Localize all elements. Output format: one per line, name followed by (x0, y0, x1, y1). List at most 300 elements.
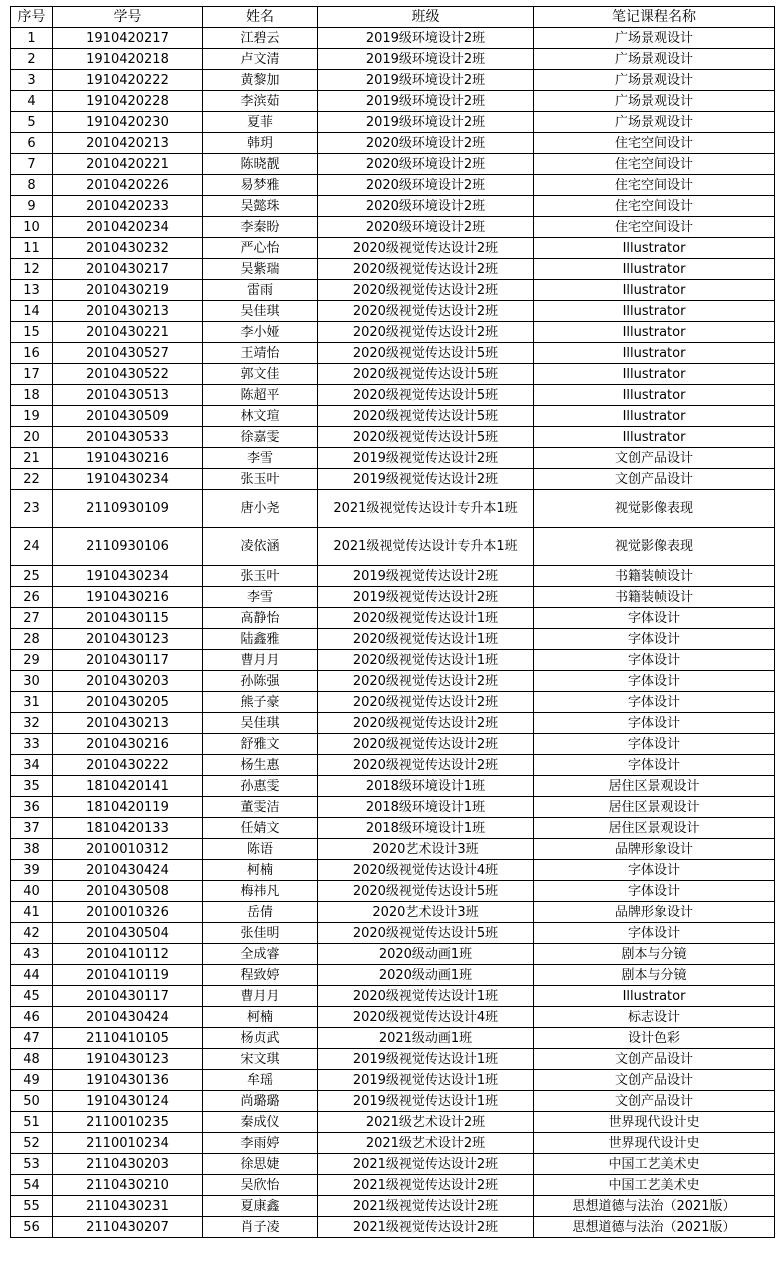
cell-class: 2020级视觉传达设计2班 (318, 238, 534, 259)
table-row (11, 734, 775, 755)
cell-course: 文创产品设计 (534, 448, 775, 469)
cell-student-id: 2110430207 (53, 1217, 203, 1238)
cell-student-id: 2110010235 (53, 1112, 203, 1133)
table-row (11, 259, 775, 280)
cell-course: 书籍装帧设计 (534, 566, 775, 587)
cell-class: 2020级视觉传达设计5班 (318, 881, 534, 902)
cell-class: 2020艺术设计3班 (318, 839, 534, 860)
cell-name: 柯楠 (203, 860, 318, 881)
table-row (11, 1217, 775, 1238)
cell-index: 21 (11, 448, 53, 469)
cell-course: 住宅空间设计 (534, 154, 775, 175)
cell-index: 25 (11, 566, 53, 587)
header-student-id: 学号 (53, 7, 203, 28)
cell-name: 肖子凌 (203, 1217, 318, 1238)
cell-course: Illustrator (534, 238, 775, 259)
header-index: 序号 (11, 7, 53, 28)
cell-student-id: 2010430117 (53, 650, 203, 671)
cell-student-id: 2010410112 (53, 944, 203, 965)
cell-index: 9 (11, 196, 53, 217)
table-row (11, 406, 775, 427)
cell-class: 2020级环境设计2班 (318, 175, 534, 196)
cell-index: 55 (11, 1196, 53, 1217)
table-row (11, 238, 775, 259)
cell-course: 居住区景观设计 (534, 797, 775, 818)
cell-student-id: 1910420230 (53, 112, 203, 133)
cell-name: 韩玥 (203, 133, 318, 154)
table-row (11, 608, 775, 629)
cell-course: 广场景观设计 (534, 91, 775, 112)
cell-name: 李小娅 (203, 322, 318, 343)
header-class: 班级 (318, 7, 534, 28)
cell-course: 世界现代设计史 (534, 1133, 775, 1154)
cell-course: Illustrator (534, 301, 775, 322)
cell-course: 字体设计 (534, 755, 775, 776)
cell-student-id: 2110430231 (53, 1196, 203, 1217)
table-row (11, 1070, 775, 1091)
cell-course: Illustrator (534, 259, 775, 280)
cell-class: 2020级视觉传达设计1班 (318, 608, 534, 629)
cell-index: 31 (11, 692, 53, 713)
cell-class: 2020级动画1班 (318, 965, 534, 986)
cell-student-id: 2010430522 (53, 364, 203, 385)
cell-index: 29 (11, 650, 53, 671)
cell-name: 吴欣怡 (203, 1175, 318, 1196)
cell-class: 2020级视觉传达设计5班 (318, 427, 534, 448)
cell-name: 张佳明 (203, 923, 318, 944)
cell-index: 56 (11, 1217, 53, 1238)
cell-class: 2020级视觉传达设计1班 (318, 986, 534, 1007)
table-row (11, 839, 775, 860)
cell-name: 李雨婷 (203, 1133, 318, 1154)
table-row (11, 133, 775, 154)
cell-name: 董雯洁 (203, 797, 318, 818)
table-row (11, 1175, 775, 1196)
cell-course: 字体设计 (534, 881, 775, 902)
cell-student-id: 1910420217 (53, 28, 203, 49)
table-row (11, 566, 775, 587)
cell-index: 41 (11, 902, 53, 923)
cell-name: 吴懿珠 (203, 196, 318, 217)
cell-course: 住宅空间设计 (534, 175, 775, 196)
cell-index: 32 (11, 713, 53, 734)
cell-class: 2021级艺术设计2班 (318, 1112, 534, 1133)
cell-class: 2021级视觉传达设计2班 (318, 1154, 534, 1175)
header-course: 笔记课程名称 (534, 7, 775, 28)
cell-name: 杨贞武 (203, 1028, 318, 1049)
cell-index: 49 (11, 1070, 53, 1091)
cell-class: 2019级视觉传达设计1班 (318, 1070, 534, 1091)
table-row (11, 448, 775, 469)
cell-class: 2019级视觉传达设计1班 (318, 1091, 534, 1112)
cell-name: 牟瑶 (203, 1070, 318, 1091)
table-row (11, 217, 775, 238)
cell-student-id: 2010430221 (53, 322, 203, 343)
cell-class: 2021级视觉传达设计专升本1班 (318, 490, 534, 528)
cell-class: 2020级视觉传达设计1班 (318, 650, 534, 671)
cell-class: 2020级环境设计2班 (318, 196, 534, 217)
cell-student-id: 1910430216 (53, 448, 203, 469)
table-row (11, 692, 775, 713)
cell-name: 易梦雅 (203, 175, 318, 196)
cell-course: 思想道德与法治（2021版） (534, 1196, 775, 1217)
cell-class: 2019级环境设计2班 (318, 70, 534, 91)
cell-name: 全成睿 (203, 944, 318, 965)
cell-class: 2019级视觉传达设计2班 (318, 448, 534, 469)
cell-course: 居住区景观设计 (534, 776, 775, 797)
student-notes-table (10, 6, 775, 1238)
table-row (11, 1049, 775, 1070)
cell-course: 视觉影像表现 (534, 490, 775, 528)
cell-student-id: 1810420133 (53, 818, 203, 839)
table-row (11, 587, 775, 608)
cell-course: 字体设计 (534, 713, 775, 734)
cell-name: 夏菲 (203, 112, 318, 133)
cell-name: 柯楠 (203, 1007, 318, 1028)
cell-student-id: 2110930109 (53, 490, 203, 528)
cell-name: 郭文佳 (203, 364, 318, 385)
cell-class: 2020艺术设计3班 (318, 902, 534, 923)
cell-index: 24 (11, 528, 53, 566)
table-row (11, 385, 775, 406)
cell-student-id: 1910430216 (53, 587, 203, 608)
cell-course: Illustrator (534, 385, 775, 406)
cell-course: 住宅空间设计 (534, 133, 775, 154)
cell-course: 住宅空间设计 (534, 217, 775, 238)
table-row (11, 986, 775, 1007)
cell-class: 2018级环境设计1班 (318, 818, 534, 839)
cell-index: 10 (11, 217, 53, 238)
cell-student-id: 2010430222 (53, 755, 203, 776)
cell-name: 李秦盼 (203, 217, 318, 238)
cell-class: 2020级视觉传达设计5班 (318, 923, 534, 944)
cell-index: 45 (11, 986, 53, 1007)
table-row (11, 196, 775, 217)
cell-student-id: 2010430513 (53, 385, 203, 406)
cell-student-id: 1910420228 (53, 91, 203, 112)
cell-student-id: 2010430115 (53, 608, 203, 629)
cell-course: Illustrator (534, 343, 775, 364)
cell-index: 36 (11, 797, 53, 818)
table-row (11, 175, 775, 196)
cell-class: 2018级环境设计1班 (318, 797, 534, 818)
cell-index: 46 (11, 1007, 53, 1028)
cell-index: 53 (11, 1154, 53, 1175)
cell-course: 文创产品设计 (534, 1049, 775, 1070)
cell-course: 设计色彩 (534, 1028, 775, 1049)
cell-student-id: 2010430205 (53, 692, 203, 713)
table-row (11, 1112, 775, 1133)
cell-name: 凌依涵 (203, 528, 318, 566)
cell-index: 1 (11, 28, 53, 49)
table-row (11, 713, 775, 734)
table-row (11, 944, 775, 965)
table-row (11, 965, 775, 986)
cell-name: 陈语 (203, 839, 318, 860)
table-row (11, 490, 775, 528)
table-row (11, 1091, 775, 1112)
cell-name: 李滨茹 (203, 91, 318, 112)
cell-student-id: 2010430424 (53, 1007, 203, 1028)
cell-name: 夏康鑫 (203, 1196, 318, 1217)
cell-name: 陈超平 (203, 385, 318, 406)
table-row (11, 629, 775, 650)
table-row (11, 1028, 775, 1049)
header-row (11, 7, 775, 28)
table-row (11, 902, 775, 923)
cell-course: 文创产品设计 (534, 469, 775, 490)
cell-name: 王靖怡 (203, 343, 318, 364)
cell-course: 中国工艺美术史 (534, 1175, 775, 1196)
cell-name: 吴佳琪 (203, 713, 318, 734)
cell-student-id: 1910430124 (53, 1091, 203, 1112)
cell-student-id: 1910430123 (53, 1049, 203, 1070)
cell-course: 字体设计 (534, 608, 775, 629)
cell-student-id: 2010430213 (53, 713, 203, 734)
cell-index: 5 (11, 112, 53, 133)
cell-class: 2020级视觉传达设计4班 (318, 1007, 534, 1028)
cell-student-id: 2110430210 (53, 1175, 203, 1196)
table-row (11, 343, 775, 364)
cell-class: 2020级视觉传达设计5班 (318, 364, 534, 385)
cell-class: 2021级动画1班 (318, 1028, 534, 1049)
cell-student-id: 1910430234 (53, 566, 203, 587)
cell-index: 37 (11, 818, 53, 839)
cell-index: 48 (11, 1049, 53, 1070)
cell-name: 雷雨 (203, 280, 318, 301)
cell-name: 黄黎加 (203, 70, 318, 91)
table-row (11, 70, 775, 91)
cell-index: 13 (11, 280, 53, 301)
table-row (11, 1133, 775, 1154)
cell-class: 2019级环境设计2班 (318, 112, 534, 133)
cell-class: 2019级视觉传达设计2班 (318, 587, 534, 608)
table-row (11, 671, 775, 692)
cell-course: 住宅空间设计 (534, 196, 775, 217)
cell-course: 广场景观设计 (534, 70, 775, 91)
cell-student-id: 2010010326 (53, 902, 203, 923)
cell-name: 尚璐璐 (203, 1091, 318, 1112)
cell-class: 2020级视觉传达设计4班 (318, 860, 534, 881)
cell-student-id: 2110430203 (53, 1154, 203, 1175)
table-row (11, 1007, 775, 1028)
cell-name: 徐嘉雯 (203, 427, 318, 448)
cell-index: 12 (11, 259, 53, 280)
cell-class: 2020级视觉传达设计2班 (318, 713, 534, 734)
cell-course: 字体设计 (534, 923, 775, 944)
cell-student-id: 2110410105 (53, 1028, 203, 1049)
cell-course: 字体设计 (534, 734, 775, 755)
cell-name: 舒雅文 (203, 734, 318, 755)
cell-student-id: 2010430232 (53, 238, 203, 259)
cell-index: 47 (11, 1028, 53, 1049)
cell-name: 孙陈强 (203, 671, 318, 692)
table-row (11, 797, 775, 818)
cell-student-id: 2010410119 (53, 965, 203, 986)
table-row (11, 112, 775, 133)
cell-name: 杨生惠 (203, 755, 318, 776)
cell-index: 50 (11, 1091, 53, 1112)
table-row (11, 755, 775, 776)
cell-name: 张玉叶 (203, 566, 318, 587)
cell-course: 文创产品设计 (534, 1070, 775, 1091)
cell-student-id: 1910420218 (53, 49, 203, 70)
cell-class: 2021级视觉传达设计专升本1班 (318, 528, 534, 566)
cell-class: 2020级视觉传达设计2班 (318, 692, 534, 713)
cell-course: Illustrator (534, 986, 775, 1007)
cell-class: 2020级视觉传达设计5班 (318, 406, 534, 427)
cell-course: 广场景观设计 (534, 28, 775, 49)
cell-index: 54 (11, 1175, 53, 1196)
cell-student-id: 2010420233 (53, 196, 203, 217)
cell-class: 2019级视觉传达设计2班 (318, 469, 534, 490)
cell-student-id: 2010430213 (53, 301, 203, 322)
cell-course: 广场景观设计 (534, 112, 775, 133)
cell-course: 中国工艺美术史 (534, 1154, 775, 1175)
cell-class: 2018级环境设计1班 (318, 776, 534, 797)
cell-name: 秦成仪 (203, 1112, 318, 1133)
cell-index: 34 (11, 755, 53, 776)
cell-student-id: 2010430219 (53, 280, 203, 301)
cell-student-id: 2010430203 (53, 671, 203, 692)
cell-name: 熊子豪 (203, 692, 318, 713)
cell-course: 标志设计 (534, 1007, 775, 1028)
cell-student-id: 2110010234 (53, 1133, 203, 1154)
cell-name: 李雪 (203, 448, 318, 469)
cell-course: 品牌形象设计 (534, 839, 775, 860)
cell-class: 2020级视觉传达设计2班 (318, 755, 534, 776)
cell-course: Illustrator (534, 322, 775, 343)
table-row (11, 322, 775, 343)
cell-index: 6 (11, 133, 53, 154)
cell-student-id: 2010430508 (53, 881, 203, 902)
header-name: 姓名 (203, 7, 318, 28)
cell-class: 2021级艺术设计2班 (318, 1133, 534, 1154)
cell-class: 2020级视觉传达设计2班 (318, 301, 534, 322)
table-row (11, 301, 775, 322)
cell-name: 陈晓靓 (203, 154, 318, 175)
cell-index: 51 (11, 1112, 53, 1133)
cell-name: 任婧文 (203, 818, 318, 839)
cell-class: 2020级环境设计2班 (318, 133, 534, 154)
cell-course: 品牌形象设计 (534, 902, 775, 923)
table-row (11, 469, 775, 490)
cell-student-id: 2010430217 (53, 259, 203, 280)
cell-class: 2019级环境设计2班 (318, 49, 534, 70)
cell-student-id: 2110930106 (53, 528, 203, 566)
cell-class: 2019级环境设计2班 (318, 28, 534, 49)
cell-course: 思想道德与法治（2021版） (534, 1217, 775, 1238)
cell-student-id: 1810420141 (53, 776, 203, 797)
cell-index: 22 (11, 469, 53, 490)
cell-course: 居住区景观设计 (534, 818, 775, 839)
cell-course: 字体设计 (534, 692, 775, 713)
cell-index: 8 (11, 175, 53, 196)
cell-student-id: 2010430533 (53, 427, 203, 448)
cell-index: 14 (11, 301, 53, 322)
cell-course: 剧本与分镜 (534, 965, 775, 986)
cell-student-id: 2010420234 (53, 217, 203, 238)
cell-name: 吴佳琪 (203, 301, 318, 322)
cell-class: 2020级视觉传达设计2班 (318, 734, 534, 755)
cell-student-id: 2010430117 (53, 986, 203, 1007)
cell-class: 2019级视觉传达设计2班 (318, 566, 534, 587)
cell-name: 卢文清 (203, 49, 318, 70)
cell-name: 严心怡 (203, 238, 318, 259)
cell-index: 19 (11, 406, 53, 427)
cell-index: 26 (11, 587, 53, 608)
table-row (11, 1154, 775, 1175)
cell-name: 曹月月 (203, 986, 318, 1007)
table-row (11, 49, 775, 70)
table-row (11, 528, 775, 566)
cell-name: 梅祎凡 (203, 881, 318, 902)
cell-class: 2020级视觉传达设计2班 (318, 259, 534, 280)
cell-class: 2021级视觉传达设计2班 (318, 1175, 534, 1196)
cell-index: 35 (11, 776, 53, 797)
cell-index: 44 (11, 965, 53, 986)
cell-course: Illustrator (534, 280, 775, 301)
cell-student-id: 2010420213 (53, 133, 203, 154)
cell-class: 2020级视觉传达设计5班 (318, 343, 534, 364)
cell-student-id: 1910430136 (53, 1070, 203, 1091)
cell-course: 字体设计 (534, 629, 775, 650)
cell-course: 书籍装帧设计 (534, 587, 775, 608)
cell-index: 52 (11, 1133, 53, 1154)
cell-index: 20 (11, 427, 53, 448)
cell-index: 38 (11, 839, 53, 860)
cell-name: 陆鑫雅 (203, 629, 318, 650)
cell-student-id: 2010430504 (53, 923, 203, 944)
cell-student-id: 2010430424 (53, 860, 203, 881)
cell-name: 张玉叶 (203, 469, 318, 490)
cell-course: 字体设计 (534, 650, 775, 671)
cell-name: 徐思婕 (203, 1154, 318, 1175)
cell-student-id: 2010430509 (53, 406, 203, 427)
cell-course: 文创产品设计 (534, 1091, 775, 1112)
cell-name: 高静怡 (203, 608, 318, 629)
cell-class: 2020级视觉传达设计2班 (318, 280, 534, 301)
cell-index: 33 (11, 734, 53, 755)
table-row (11, 650, 775, 671)
cell-name: 林文瑄 (203, 406, 318, 427)
cell-index: 23 (11, 490, 53, 528)
table-row (11, 776, 775, 797)
cell-index: 2 (11, 49, 53, 70)
cell-class: 2019级视觉传达设计1班 (318, 1049, 534, 1070)
table-row (11, 280, 775, 301)
cell-course: 字体设计 (534, 860, 775, 881)
cell-index: 11 (11, 238, 53, 259)
cell-student-id: 2010420226 (53, 175, 203, 196)
cell-index: 27 (11, 608, 53, 629)
cell-course: 世界现代设计史 (534, 1112, 775, 1133)
cell-index: 4 (11, 91, 53, 112)
cell-student-id: 1810420119 (53, 797, 203, 818)
cell-student-id: 2010430216 (53, 734, 203, 755)
table-row (11, 91, 775, 112)
cell-course: Illustrator (534, 427, 775, 448)
cell-class: 2020级视觉传达设计1班 (318, 629, 534, 650)
cell-student-id: 2010430123 (53, 629, 203, 650)
cell-class: 2020级视觉传达设计2班 (318, 322, 534, 343)
cell-index: 40 (11, 881, 53, 902)
cell-student-id: 1910430234 (53, 469, 203, 490)
table-row (11, 427, 775, 448)
cell-index: 42 (11, 923, 53, 944)
cell-student-id: 1910420222 (53, 70, 203, 91)
cell-course: 字体设计 (534, 671, 775, 692)
